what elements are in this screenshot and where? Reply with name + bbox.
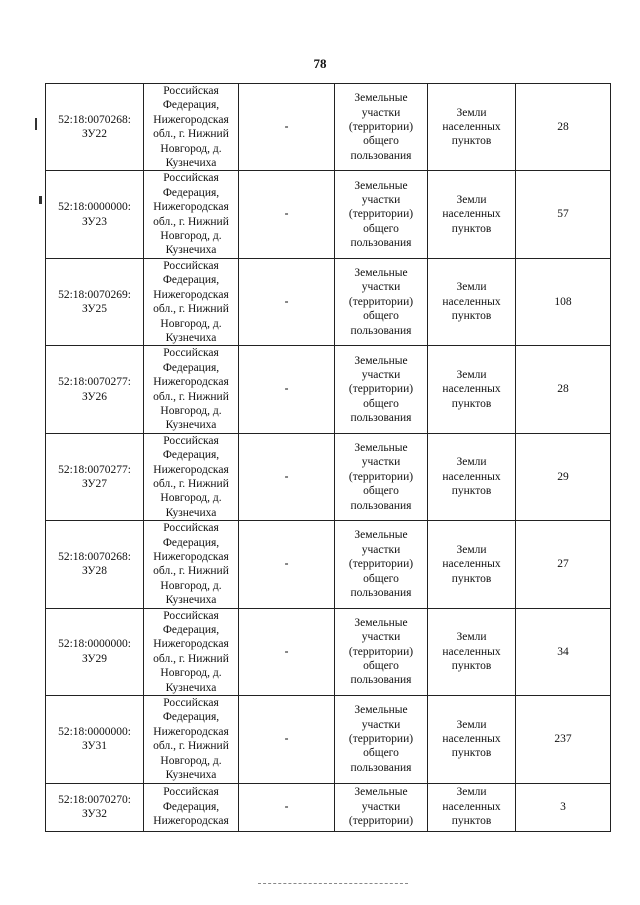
- land-category-cell: Земли населенных пунктов: [428, 258, 516, 345]
- land-category-cell: Земли населенных пунктов: [428, 433, 516, 520]
- empty-value-cell: -: [239, 696, 335, 783]
- table-row: [46, 84, 611, 171]
- land-category-cell: Земли населенных пунктов: [428, 608, 516, 695]
- location-cell: Российская Федерация, Нижегородская обл., г. Нижний Новгород, д. Кузнечиха: [144, 521, 239, 608]
- table-row: [46, 346, 611, 433]
- empty-value-cell: -: [239, 258, 335, 345]
- area-cell: 29: [516, 433, 611, 520]
- table-row: [46, 171, 611, 258]
- land-type-cell: Земельные участки (территории) общего пользования: [335, 608, 428, 695]
- location-cell: Российская Федерация, Нижегородская обл., г. Нижний Новгород, д. Кузнечиха: [144, 171, 239, 258]
- area-cell: 28: [516, 346, 611, 433]
- land-category-cell: Земли населенных пунктов: [428, 696, 516, 783]
- cadastral-number-cell: 52:18:0000000: ЗУ29: [46, 608, 144, 695]
- empty-value-cell: -: [239, 433, 335, 520]
- table-row: [46, 696, 611, 783]
- area-cell: 237: [516, 696, 611, 783]
- location-cell: Российская Федерация, Нижегородская обл., г. Нижний Новгород, д. Кузнечиха: [144, 258, 239, 345]
- empty-value-cell: -: [239, 521, 335, 608]
- empty-value-cell: -: [239, 84, 335, 171]
- location-cell: Российская Федерация, Нижегородская обл., г. Нижний Новгород, д. Кузнечиха: [144, 84, 239, 171]
- land-plots-table: [45, 83, 611, 832]
- land-type-cell: Земельные участки (территории) общего пользования: [335, 696, 428, 783]
- location-cell: Российская Федерация, Нижегородская обл., г. Нижний Новгород, д. Кузнечиха: [144, 346, 239, 433]
- cadastral-number-cell: 52:18:0070270: ЗУ32: [46, 783, 144, 831]
- location-cell: Российская Федерация, Нижегородская обл., г. Нижний Новгород, д. Кузнечиха: [144, 608, 239, 695]
- empty-value-cell: -: [239, 783, 335, 831]
- empty-value-cell: -: [239, 171, 335, 258]
- land-category-cell: Земли населенных пунктов: [428, 84, 516, 171]
- land-type-cell: Земельные участки (территории) общего пользования: [335, 346, 428, 433]
- cadastral-number-cell: 52:18:0000000: ЗУ31: [46, 696, 144, 783]
- area-cell: 3: [516, 783, 611, 831]
- cadastral-number-cell: 52:18:0070277: ЗУ26: [46, 346, 144, 433]
- table-row: [46, 608, 611, 695]
- location-cell: Российская Федерация, Нижегородская обл., г. Нижний Новгород, д. Кузнечиха: [144, 433, 239, 520]
- area-cell: 108: [516, 258, 611, 345]
- land-category-cell: Земли населенных пунктов: [428, 521, 516, 608]
- cadastral-number-cell: 52:18:0070268: ЗУ28: [46, 521, 144, 608]
- cadastral-number-cell: 52:18:0070277: ЗУ27: [46, 433, 144, 520]
- area-cell: 27: [516, 521, 611, 608]
- empty-value-cell: -: [239, 346, 335, 433]
- land-category-cell: Земли населенных пунктов: [428, 171, 516, 258]
- land-type-cell: Земельные участки (территории) общего пользования: [335, 171, 428, 258]
- cadastral-number-cell: 52:18:0070269: ЗУ25: [46, 258, 144, 345]
- area-cell: 34: [516, 608, 611, 695]
- cadastral-number-cell: 52:18:0000000: ЗУ23: [46, 171, 144, 258]
- land-type-cell: Земельные участки (территории): [335, 783, 428, 831]
- land-category-cell: Земли населенных пунктов: [428, 783, 516, 831]
- land-type-cell: Земельные участки (территории) общего пользования: [335, 521, 428, 608]
- land-type-cell: Земельные участки (территории) общего пользования: [335, 84, 428, 171]
- cadastral-number-cell: 52:18:0070268: ЗУ22: [46, 84, 144, 171]
- location-cell: Российская Федерация, Нижегородская: [144, 783, 239, 831]
- land-category-cell: Земли населенных пунктов: [428, 346, 516, 433]
- table-row: [46, 783, 611, 831]
- scan-artifact: [39, 196, 42, 204]
- empty-value-cell: -: [239, 608, 335, 695]
- footer-rule: [258, 883, 408, 884]
- area-cell: 57: [516, 171, 611, 258]
- land-type-cell: Земельные участки (территории) общего пользования: [335, 258, 428, 345]
- table-row: [46, 258, 611, 345]
- area-cell: 28: [516, 84, 611, 171]
- location-cell: Российская Федерация, Нижегородская обл., г. Нижний Новгород, д. Кузнечиха: [144, 696, 239, 783]
- table-row: [46, 521, 611, 608]
- scan-artifact: [35, 118, 37, 130]
- table-row: [46, 433, 611, 520]
- page-number: 78: [313, 56, 327, 71]
- land-type-cell: Земельные участки (территории) общего пользования: [335, 433, 428, 520]
